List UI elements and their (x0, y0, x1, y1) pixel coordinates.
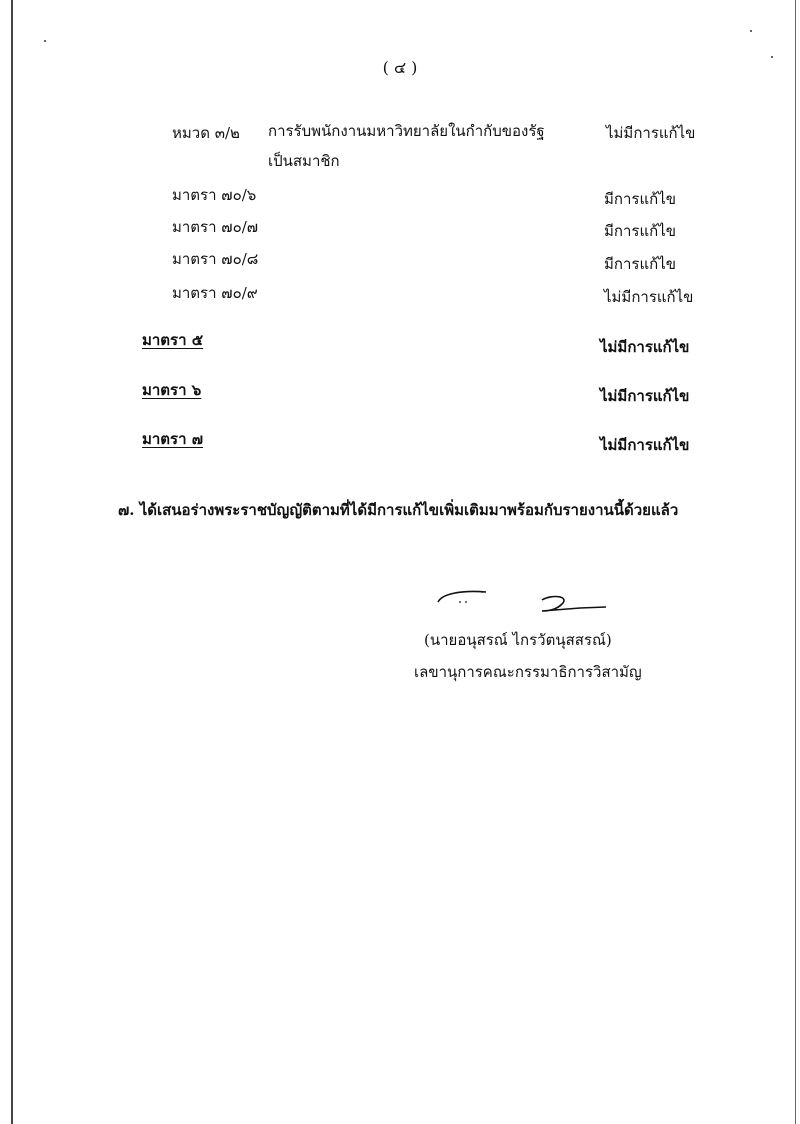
main-section-status: ไม่มีการแก้ไข (600, 436, 690, 454)
main-section-label: มาตรา ๗ (142, 430, 204, 448)
section-label: มาตรา ๗๐/๖ (172, 186, 257, 204)
section-status: มีการแก้ไข (604, 255, 676, 273)
section-status: มีการแก้ไข (604, 222, 676, 240)
chapter-label: หมวด ๓/๒ (172, 124, 240, 142)
note-paragraph: ๗. ได้เสนอร่างพระราชบัญญัติตามที่ได้มีการแก้ไขเพิ่มเติมมาพร้อมกับรายงานนี้ด้วยแล้ว (118, 501, 679, 519)
main-section-label: มาตรา ๖ (142, 381, 202, 399)
chapter-status: ไม่มีการแก้ไข (606, 124, 696, 142)
section-label: มาตรา ๗๐/๗ (172, 218, 259, 236)
scan-right-edge (795, 0, 796, 1124)
main-section-status: ไม่มีการแก้ไข (600, 387, 690, 405)
section-status: มีการแก้ไข (604, 190, 676, 208)
scan-speck (750, 30, 752, 32)
scan-speck (44, 40, 46, 42)
section-label: มาตรา ๗๐/๘ (172, 250, 259, 268)
chapter-title: การรับพนักงานมหาวิทยาลัยในกำกับของรัฐเป็นสมาชิก (268, 122, 545, 170)
page-number: ( ๔ ) (382, 58, 418, 77)
signatory-position: เลขานุการคณะกรรมาธิการวิสามัญ (414, 663, 642, 681)
scan-speck (771, 56, 773, 58)
signatory-name: (นายอนุสรณ์ ไกรวัตนุสสรณ์) (424, 631, 612, 649)
section-label: มาตรา ๗๐/๙ (172, 284, 258, 302)
section-status: ไม่มีการแก้ไข (604, 288, 694, 306)
scan-left-edge (11, 0, 13, 1124)
main-section-label: มาตรา ๕ (142, 331, 204, 349)
main-section-status: ไม่มีการแก้ไข (600, 338, 690, 356)
signature (430, 580, 610, 620)
